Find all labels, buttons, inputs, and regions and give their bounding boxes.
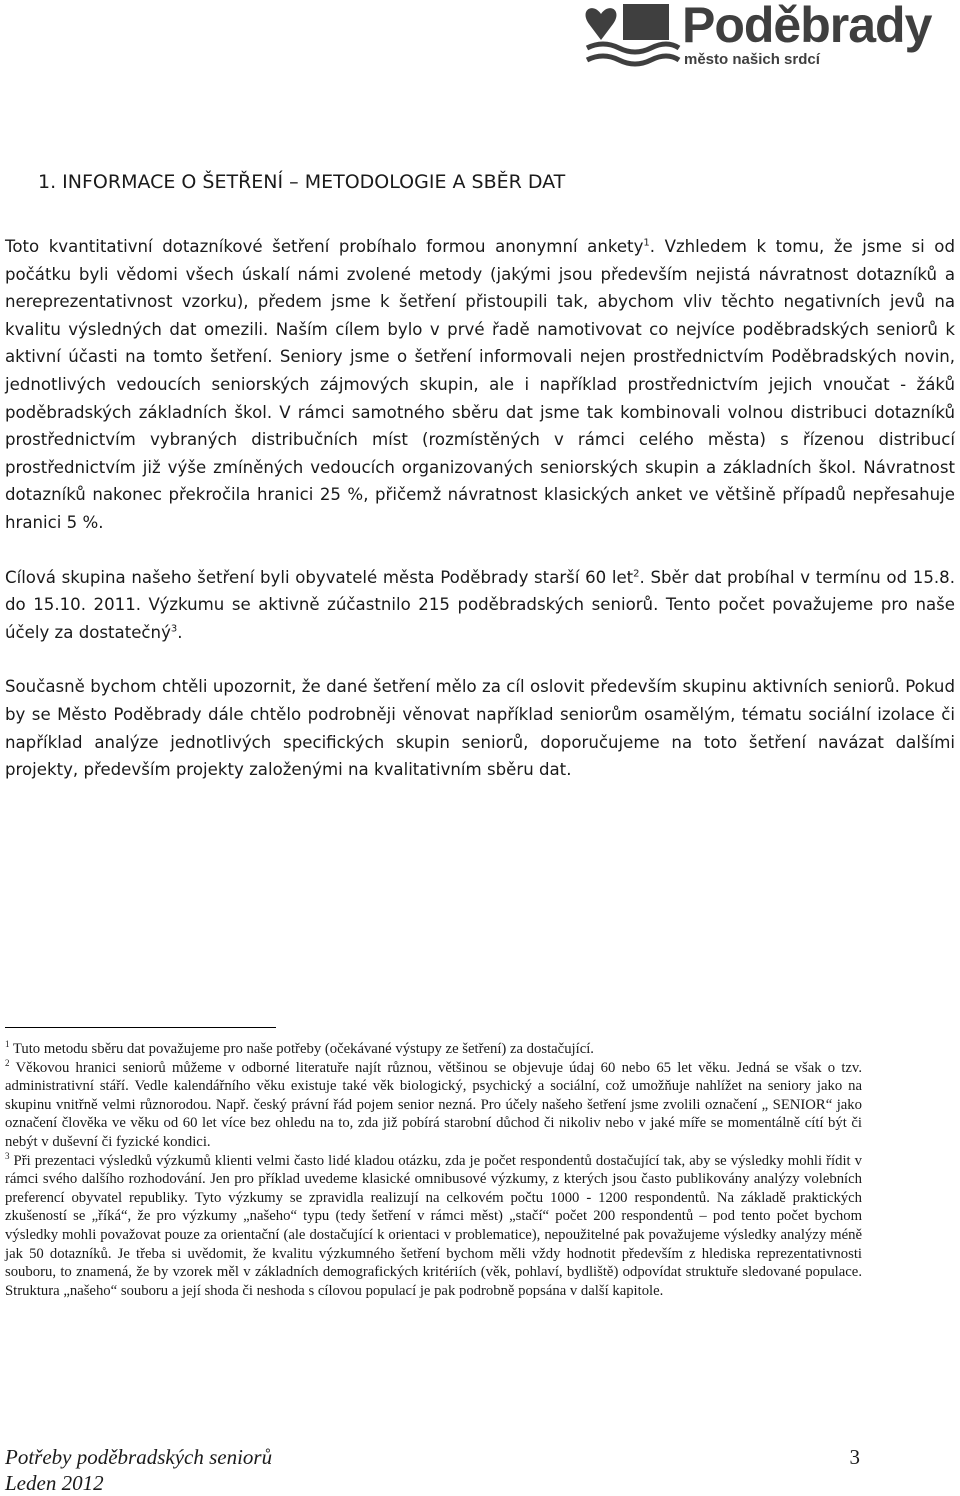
paragraph-text: Toto kvantitativní dotazníkové šetření probíhalo formou anonymní ankety <box>5 237 644 256</box>
footnote-text: Při prezentaci výsledků výzkumů klienti velmi často lidé kladou otázku, zda je počet respondentů dostačující tak, aby se výsledky mohli řídit v rámci svého dalšího rozhodování. Jen pro příklad uvedeme klasické omnibusové výzkumy, z kterých jsou často publikovány analýzy volebních preferencí obyvatel republiky. Tyto výzkumy se zpravidla realizují na celkovém počtu 1000 - 1200 respondentů. Na základě praktických zkušeností se „říká“, že pro výzkumy „našeho“ typu (tedy šetření v rámci měst) „stačí“ počet 200 respondentů – pod tento počet bychom výsledky mohli považovat pouze za orientační (ale dostačující k orientaci v problematice), nepoužitelné pak považujeme výsledky analýzy méně jak 50 dotazníků. Je třeba si uvědomit, že kvalitu výzkumného šetření bychom měli vždy hodnotit především z hlediska reprezentativnosti souboru, to znamená, že by vzorek měl v základních demografických kritériích (věk, pohlaví, bydliště) odpovídat struktuře sledované populace. Struktura „našeho“ souboru a její shoda či neshoda s cílovou populací je pak podrobně popsána v další kapitole. <box>5 1152 862 1299</box>
footnote-number: 3 <box>5 1150 10 1161</box>
footer-title: Potřeby poděbradských seniorů <box>5 1445 273 1469</box>
footnote-1 <box>5 1040 862 1059</box>
footnote-ref-1[interactable]: 1 <box>643 237 650 249</box>
footnote-number: 1 <box>5 1039 10 1050</box>
paragraph-methodology <box>5 233 955 537</box>
footnote-text: Tuto metodu sběru dat považujeme pro naše potřeby (očekávané výstupy ze šetření) za dostačující. <box>12 1041 594 1057</box>
footnote-divider <box>5 1027 276 1028</box>
paragraph-text: . <box>177 622 183 642</box>
footnote-ref-2[interactable]: 2 <box>633 568 640 579</box>
paragraph-target-group <box>5 564 955 647</box>
footnote-2 <box>5 1059 862 1152</box>
main-content <box>5 168 955 784</box>
footnote-number: 2 <box>5 1057 10 1068</box>
footnotes <box>5 1040 862 1300</box>
footnote-text: Věkovou hranici seniorů můžeme v odborné literatuře najít různou, většinou se objevuje údaj 60 nebo 65 let věku. Jedná se však o tzv. administrativní stáří. Vedle kalendářního věku existuje také věk biologický, psychický a sociální, což umožňuje nahlížet na seniory jako na skupinu vnitřně velmi různorodou. Např. český právní řád pojem senior nezná. Pro účely našeho šetření jsme zvolili označení „ SENIOR“ jako označení člověka ve věku od 60 let více bez ohledu na to, zda již pobírá starobní důchod či nikoliv nebo v jaké míře se momentálně cítí být či nebýt v duševní či fyzické kondici. <box>5 1059 862 1150</box>
page-footer <box>5 1444 860 1496</box>
heart-waves-icon <box>583 0 683 78</box>
footnote-ref-3[interactable]: 3 <box>170 623 178 635</box>
section-heading: 1. INFORMACE O ŠETŘENÍ – METODOLOGIE A SBĚR DAT <box>38 171 566 193</box>
paragraph-note: Současně bychom chtěli upozornit, že dané šetření mělo za cíl oslovit především skupinu aktivních seniorů. Pokud by se Město Poděbrady dále chtělo podrobněji věnovat například seniorům osamělým, tématu sociální izolace či například analýze jednotlivých specifických skupin seniorů, doporučujeme na toto šetření navázat dalšími projekty, především projekty založenými na kvalitativním sběru dat. <box>5 677 955 780</box>
logo-text: Poděbrady <box>682 0 932 53</box>
footnote-3 <box>5 1152 862 1301</box>
paragraph-text: . Vzhledem k tomu, že jsme si od počátku byli vědomi všech úskalí námi zvolené metody (jakými jsou především nejistá návratnost dotazníků a nereprezentativnost vzorku), předem jsme k šetření přistoupili tak, abychom vliv těchto negativních jevů na kvalitu výsledných dat omezili. Naším cílem bylo v prvé řadě namotivovat co nejvíce poděbradských seniorů k aktivní účasti na tomto šetření. Seniory jsme o šetření informovali nejen prostřednictvím Poděbradských novin, jednotlivých vedoucích seniorských zájmových skupin, ale i například prostřednictvím jejich vnoučat - žáků poděbradských základních škol. V rámci samotného sběru dat jsme tak kombinovali volnou distribuci dotazníků prostřednictvím vybraných distribučních míst (rozmístěných v rámci celého města) s řízenou distribucí prostřednictvím již výše zmíněných vedoucích organizovaných seniorských skupin a základních škol. Návratnost dotazníků nakonec překročila hranici 25 %, přičemž návratnost klasických anket ve většině případů nepřesahuje hranici 5 %. <box>5 237 955 532</box>
page-number: 3 <box>849 1445 860 1469</box>
logo-subtitle: město našich srdcí <box>684 51 820 68</box>
footer-date: Leden 2012 <box>5 1471 104 1495</box>
paragraph-text: . Sběr dat probíhal v termínu od 15.8. do 15.10. 2011. Výzkumu se aktivně zúčastnilo 215 poděbradských seniorů. Tento počet považujeme pro naše účely za dostatečný <box>5 567 955 642</box>
paragraph-text: Cílová skupina našeho šetření byli obyvatelé města Poděbrady starší 60 let <box>5 567 634 587</box>
